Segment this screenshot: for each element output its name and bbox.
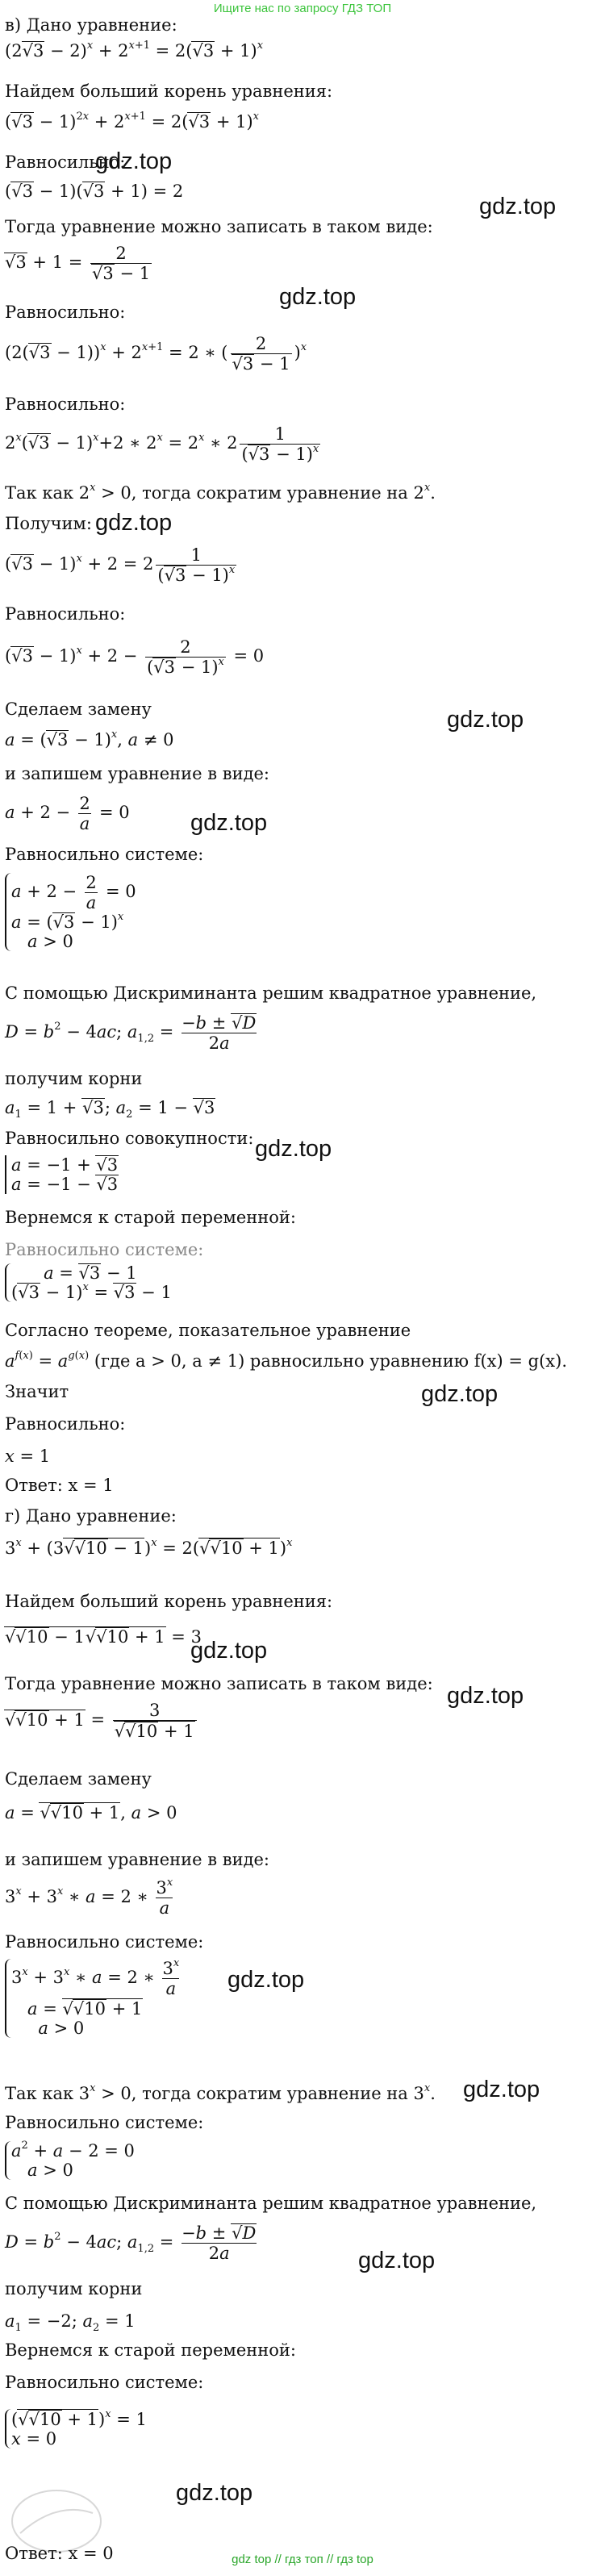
- v-equation-6: $(√3 - 1)^x + 2$ − $\frac{2}{(√3 - 1)^x}$ = 0: [5, 637, 265, 677]
- v-get-text: Получим:: [5, 514, 92, 533]
- v-equation-3: $(2(√3 - 1))^x + 2^{x+1} = 2$ ∗ ( $\frac{2}{√3 - 1}$ )$^x$: [5, 334, 307, 374]
- g-since-text: Так как $3^x > 0$, тогда сократим уравнение на 3$^x$.: [5, 2082, 436, 2103]
- g-system2: $a^2 + a - 2 = 0$ a > 0: [5, 2141, 135, 2181]
- g-discriminant: $D = b^2 - 4ac$; $a_{1,2}$ = $\frac{-b \pm √D}{2a}$: [5, 2223, 257, 2263]
- v-equiv2-text: Равносильно:: [5, 303, 126, 322]
- v-roots: $a_1 = 1 + √3$; $a_2 = 1 - √3$: [5, 1098, 215, 1121]
- v-discr-text: С помощью Дискриминанта решим квадратное уравнение,: [5, 983, 537, 1003]
- g-system3: $(√√10 + 1)^x = 1$ x = 0: [5, 2409, 147, 2449]
- watermark: gdz.top: [227, 1967, 305, 1993]
- v-answer: Ответ: x = 1: [5, 1476, 114, 1495]
- g-equation: $3^x + (3√√10 - 1)^x = 2(√√10 + 1)^x$: [5, 1537, 293, 1558]
- g-identity: √√10 − 1√√10 + 1 = 3: [5, 1627, 202, 1647]
- v-theorem-line: $a^{f(x)} = a^{g(x)}$ (где a > 0, a ≠ 1) равносильно уравнению f(x) = g(x).: [5, 1350, 568, 1371]
- g-since-a: Так как 3: [5, 2084, 90, 2103]
- g-back-text: Вернемся к старой переменной:: [5, 2340, 296, 2360]
- v-result: x = 1: [5, 1447, 51, 1466]
- g-roots-text: получим корни: [5, 2279, 143, 2298]
- g-larger-root-text: Найдем больший корень уравнения:: [5, 1592, 333, 1611]
- v-equiv5-text: Равносильно:: [5, 1414, 126, 1434]
- v-larger-root-text: Найдем больший корень уравнения:: [5, 81, 333, 101]
- g-since-b: > 0, тогда сократим уравнение на 3: [95, 2084, 424, 2103]
- g-write-text: и запишем уравнение в виде:: [5, 1850, 270, 1869]
- v-theorem-text: Согласно теореме, показательное уравнение: [5, 1321, 411, 1340]
- v-since-a: Так как 2: [5, 483, 90, 503]
- v-theorem-tail: (где a > 0, a ≠ 1) равносильно уравнению f(x) = g(x).: [89, 1351, 568, 1371]
- g-roots: $a_1 = -2$; $a_2 = 1$: [5, 2311, 136, 2334]
- v-identity: (√3 − 1)(√3 + 1) = 2: [5, 182, 184, 201]
- v-substitution: $a = (√3 - 1)^x$, a ≠ 0: [5, 729, 174, 749]
- v-equation-2: $(√3 - 1)^{2x} + 2^{x+1} = 2(√3 + 1)^x$: [5, 111, 259, 132]
- watermark: gdz.top: [447, 1683, 524, 1709]
- watermark: gdz.top: [95, 510, 173, 536]
- v-roots-text: получим корни: [5, 1069, 143, 1088]
- watermark: gdz.top: [255, 1136, 332, 1162]
- watermark: gdz.top: [190, 1638, 268, 1664]
- v-write-text: и запишем уравнение в виде:: [5, 764, 270, 783]
- g-system3-text: Равносильно системе:: [5, 2373, 204, 2392]
- v-equiv1-text: Равносильно:: [5, 152, 126, 172]
- watermark: gdz.top: [421, 1381, 499, 1407]
- watermark: gdz.top: [190, 810, 268, 836]
- v-equation: $(2√3 - 2)^x + 2^{x+1} = 2(√3 + 1)^x$: [5, 40, 264, 61]
- g-substitution: a = √√10 + 1, a > 0: [5, 1803, 177, 1822]
- watermark: gdz.top: [479, 194, 557, 219]
- v-title: в) Дано уравнение:: [5, 15, 177, 35]
- v-equation-5: $(√3 - 1)^x + 2 = 2$ $\frac{1}{(√3 - 1)^x}$: [5, 545, 236, 585]
- v-so-text: Значит: [5, 1382, 69, 1401]
- v-equation-4: $2^x(√3 - 1)^x+2$ ∗ $2^x = 2^x$ ∗ 2 $\frac{1}{(√3 - 1)^x}$: [5, 424, 319, 464]
- g-sub-text: Сделаем замену: [5, 1769, 152, 1789]
- stamp-logo: [8, 2485, 105, 2557]
- watermark: gdz.top: [447, 707, 524, 733]
- v-form-text: Тогда уравнение можно записать в таком виде:: [5, 217, 433, 236]
- g-title: г) Дано уравнение:: [5, 1506, 177, 1526]
- g-system2-text: Равносильно системе:: [5, 2113, 204, 2132]
- footer-links[interactable]: gdz top // гдз топ // гдз top: [232, 2553, 373, 2566]
- v-sub-text: Сделаем замену: [5, 699, 152, 719]
- watermark: gdz.top: [463, 2077, 540, 2102]
- g-equation-a: $3^x + 3^x$ ∗ a = 2 ∗ $\frac{3^x}{a}$: [5, 1877, 173, 1918]
- v-back-text: Вернемся к старой переменной:: [5, 1208, 296, 1227]
- g-system-text: Равносильно системе:: [5, 1932, 204, 1952]
- watermark: gdz.top: [358, 2248, 436, 2273]
- g-system: $3^x + 3^x$ ∗ a = 2 ∗ $\frac{3^x}{a}$ a = √√10 + 1 a > 0: [5, 1959, 182, 2039]
- v-system-text: Равносильно системе:: [5, 845, 204, 864]
- g-answer: Ответ: x = 0: [5, 2544, 114, 2563]
- v-union: a = −1 + √3 a = −1 − √3: [5, 1155, 119, 1195]
- watermark: gdz.top: [95, 148, 173, 174]
- v-union-text: Равносильно совокупности:: [5, 1129, 254, 1148]
- v-since-text: Так как $2^x > 0$, тогда сократим уравнение на 2$^x$.: [5, 482, 436, 503]
- v-equiv4-text: Равносильно:: [5, 604, 126, 624]
- v-discriminant: $D = b^2 - 4ac$; $a_{1,2}$ = $\frac{-b \pm √D}{2a}$: [5, 1013, 257, 1053]
- top-banner[interactable]: Ищите нас по запросу ГДЗ ТОП: [213, 2, 392, 15]
- v-equiv3-text: Равносильно:: [5, 395, 126, 414]
- v-system2: a = √3 − 1 $(√3 - 1)^x = √3 - 1$: [5, 1263, 172, 1303]
- v-system: a + 2 − $\frac{2}{a}$ = 0 $a = (√3 - 1)^x$ a > 0: [5, 873, 136, 952]
- watermark: gdz.top: [279, 284, 357, 310]
- v-since-b: > 0, тогда сократим уравнение на 2: [95, 483, 424, 503]
- v-system2-text: Равносильно системе:: [5, 1240, 204, 1259]
- g-discr-text: С помощью Дискриминанта решим квадратное уравнение,: [5, 2194, 537, 2213]
- v-equation-a: a + 2 − $\frac{2}{a}$ = 0: [5, 794, 130, 833]
- g-root-fraction: √√10 + 1 = $\frac{3}{√√10 + 1}$: [5, 1701, 199, 1741]
- v-root-fraction: √3 + 1 = $\frac{2}{√3 - 1}$: [5, 244, 151, 283]
- watermark: gdz.top: [176, 2480, 253, 2506]
- g-form-text: Тогда уравнение можно записать в таком виде:: [5, 1674, 433, 1693]
